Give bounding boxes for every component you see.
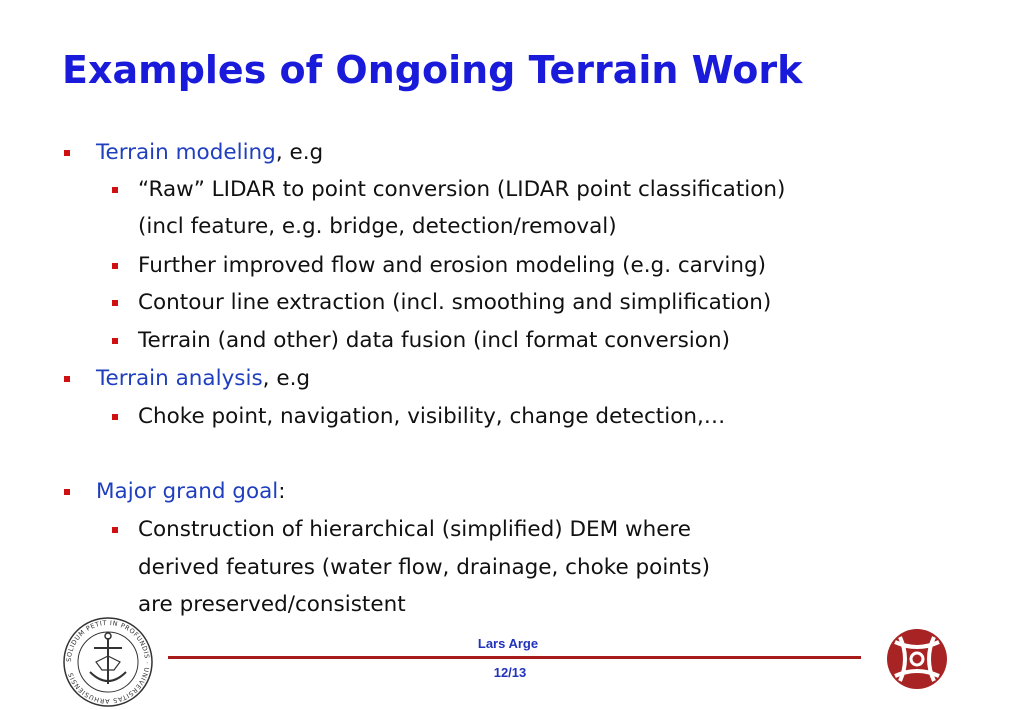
- sub-bullet-item: Choke point, navigation, visibility, change detection,…: [138, 404, 726, 429]
- sub-bullet-marker: [112, 414, 118, 420]
- bullet-highlight: Terrain analysis: [96, 366, 263, 391]
- sub-bullet-marker: [112, 338, 118, 344]
- sub-bullet-item: “Raw” LIDAR to point conversion (LIDAR point classification): [138, 177, 786, 202]
- sub-bullet-continuation: derived features (water flow, drainage, choke points): [138, 555, 710, 580]
- footer-divider: [168, 656, 861, 659]
- bullet-item: [96, 479, 286, 505]
- svg-text:SOLIDUM PETIT IN PROFUNDIS · U: SOLIDUM PETIT IN PROFUNDIS · UNIVERSITAS ARHUSIENSIS: [64, 618, 152, 706]
- sub-bullet-item: Construction of hierarchical (simplified) DEM where: [138, 517, 692, 542]
- bullet-marker: [64, 150, 70, 156]
- sub-bullet-marker: [112, 187, 118, 193]
- sub-bullet-marker: [112, 263, 118, 269]
- bullet-highlight: Major grand goal: [96, 479, 279, 504]
- slide-title: Examples of Ongoing Terrain Work: [62, 48, 803, 92]
- bullet-text: , e.g: [275, 140, 324, 165]
- bullet-marker: [64, 376, 70, 382]
- sub-bullet-continuation: (incl feature, e.g. bridge, detection/removal): [138, 214, 617, 239]
- sub-bullet-marker: [112, 527, 118, 533]
- bullet-text: :: [278, 479, 286, 504]
- sub-bullet-item: Contour line extraction (incl. smoothing and simplification): [138, 290, 772, 315]
- university-seal-icon: [60, 614, 156, 710]
- bullet-item: [96, 366, 310, 392]
- madalgo-logo-icon: [886, 628, 948, 690]
- sub-bullet-marker: [112, 300, 118, 306]
- sub-bullet-item: Further improved flow and erosion modeling (e.g. carving): [138, 253, 767, 278]
- bullet-text: , e.g: [262, 366, 311, 391]
- bullet-highlight: Terrain modeling: [96, 140, 276, 165]
- bullet-marker: [64, 489, 70, 495]
- footer-author: Lars Arge: [477, 636, 539, 651]
- bullet-item: [96, 140, 323, 166]
- sub-bullet-continuation: are preserved/consistent: [138, 592, 406, 617]
- sub-bullet-item: Terrain (and other) data fusion (incl format conversion): [138, 328, 730, 353]
- page-number: 12/13: [493, 665, 527, 680]
